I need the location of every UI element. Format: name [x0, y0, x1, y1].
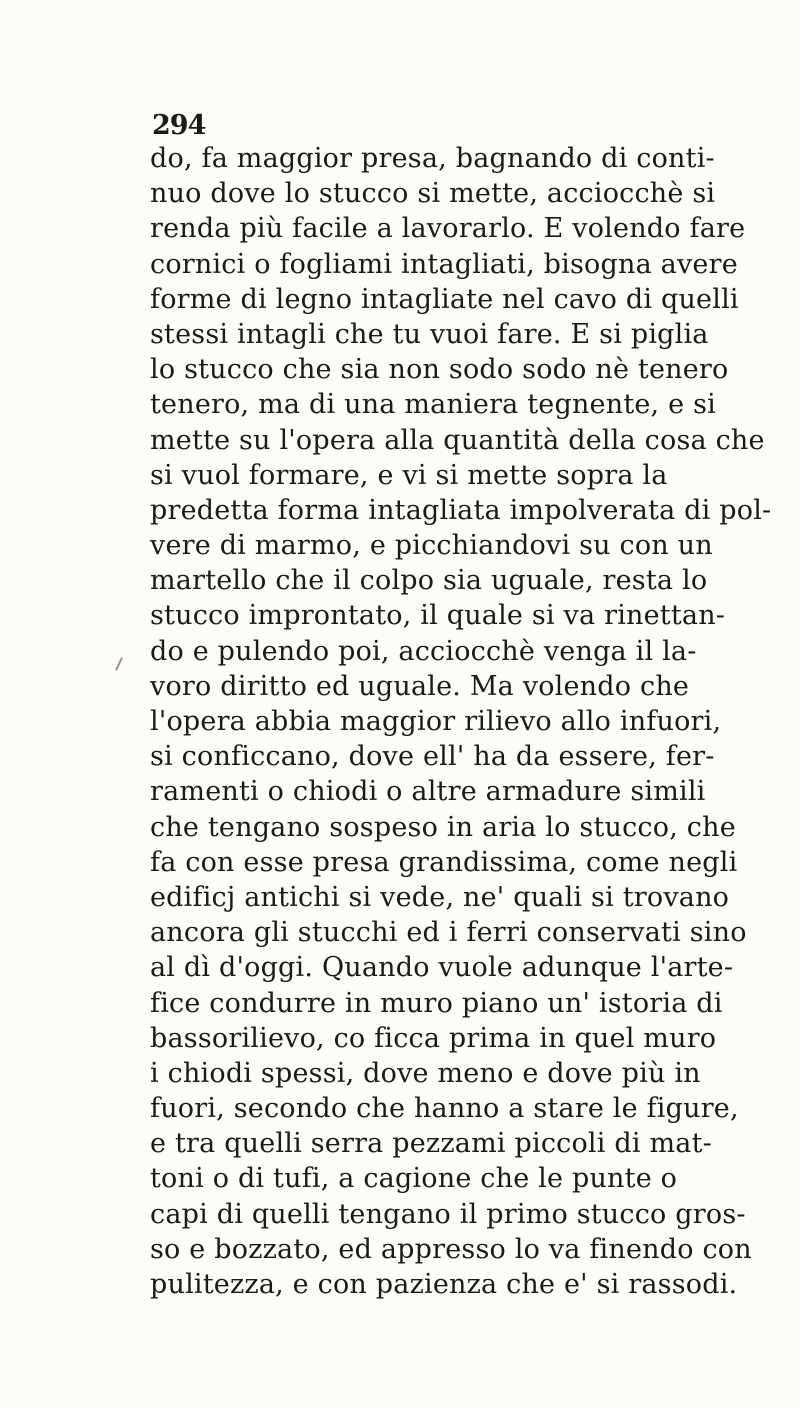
text-line: l'opera abbia maggior rilievo allo infuori,	[150, 706, 722, 737]
text-line: do e pulendo poi, acciocchè venga il la-	[150, 635, 697, 667]
text-line: stessi intagli che tu vuoi fare. E si piglia	[150, 318, 709, 350]
text-line: ancora gli stucchi ed i ferri conservati sino	[150, 917, 747, 949]
text-line: e tra quelli serra pezzami piccoli di mat-	[150, 1128, 712, 1160]
text-line: so e bozzato, ed appresso lo va finendo con	[150, 1233, 752, 1265]
text-line: voro diritto ed uguale. Ma volendo che	[150, 670, 690, 702]
text-line: renda più facile a lavorarlo. E volendo fare	[150, 213, 746, 245]
text-line: edificj antichi si vede, ne' quali si trovano	[150, 881, 730, 913]
text-line: vere di marmo, e picchiandovi su con un	[150, 530, 713, 562]
body-text	[150, 141, 772, 1302]
text-line: do, fa maggior presa, bagnando di conti-	[150, 143, 715, 174]
text-line: forme di legno intagliate nel cavo di quelli	[150, 283, 739, 315]
text-line: al dì d'oggi. Quando vuole adunque l'arte-	[150, 952, 734, 984]
text-line: pulitezza, e con pazienza che e' si rassodi.	[150, 1269, 738, 1300]
text-line: tenero, ma di una maniera tegnente, e si	[150, 389, 716, 421]
text-line: fa con esse presa grandissima, come negli	[150, 846, 738, 878]
text-line: mette su l'opera alla quantità della cosa che	[150, 424, 765, 456]
text-line: stucco improntato, il quale si va rinettan-	[150, 600, 726, 632]
text-line: i chiodi spessi, dove meno e dove più in	[150, 1057, 701, 1089]
text-line: martello che il colpo sia uguale, resta lo	[150, 565, 708, 597]
text-line: capi di quelli tengano il primo stucco gros-	[150, 1198, 746, 1230]
text-line: cornici o fogliami intagliati, bisogna avere	[150, 248, 738, 280]
text-line: che tengano sospeso in aria lo stucco, che	[150, 811, 736, 843]
margin-mark	[115, 657, 123, 671]
text-line: bassorilievo, co ficca prima in quel muro	[150, 1022, 717, 1054]
text-line: lo stucco che sia non sodo sodo nè tenero	[150, 354, 729, 386]
text-line: nuo dove lo stucco si mette, acciocchè si	[150, 178, 716, 210]
text-line: fice condurre in muro piano un' istoria di	[150, 987, 723, 1019]
text-line: fuori, secondo che hanno a stare le figure,	[150, 1093, 739, 1125]
text-line: si conficcano, dove ell' ha da essere, fer-	[150, 741, 715, 773]
text-line: toni o di tufi, a cagione che le punte o	[150, 1163, 678, 1195]
text-line: ramenti o chiodi o altre armadure simili	[150, 776, 706, 808]
page-number: 294	[152, 110, 206, 141]
text-line: predetta forma intagliata impolverata di pol-	[150, 494, 772, 526]
text-line: si vuol formare, e vi si mette sopra la	[150, 459, 668, 491]
